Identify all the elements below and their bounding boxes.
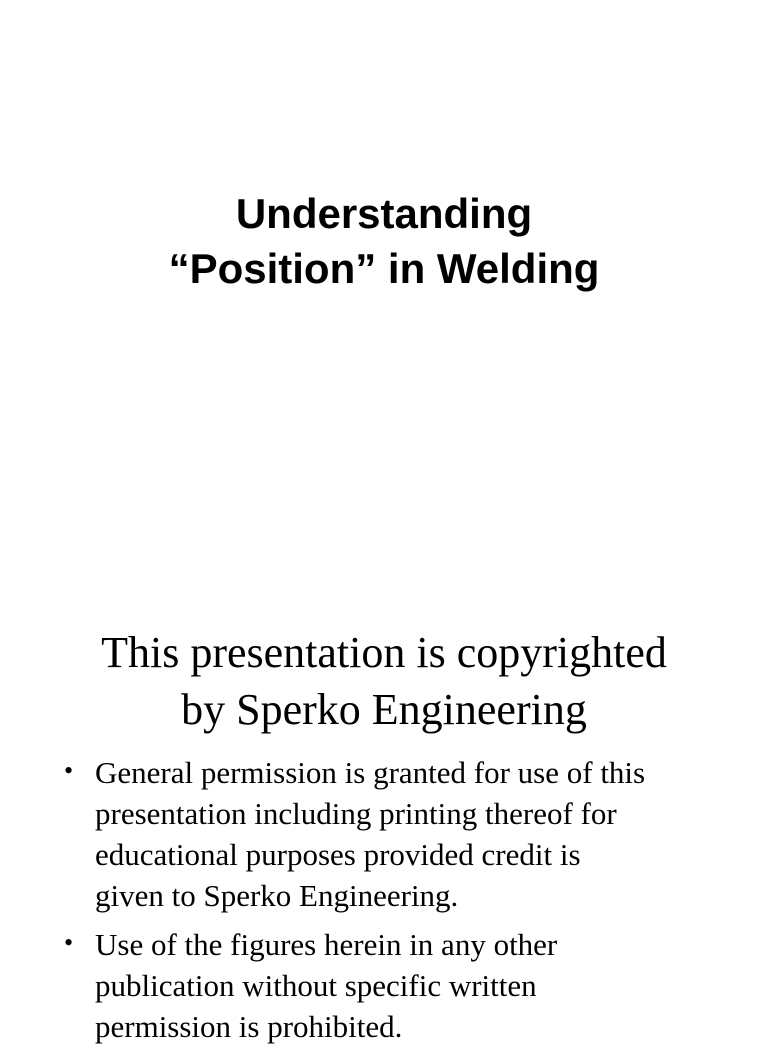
bullet-line: Use of the figures herein in any other bbox=[95, 927, 558, 962]
bullet-text bbox=[95, 752, 728, 916]
bullet-icon: • bbox=[64, 928, 74, 957]
bullet-line: publication without specific written bbox=[95, 968, 537, 1003]
copyright-title bbox=[0, 624, 768, 738]
title-line: Understanding bbox=[235, 190, 533, 237]
bullet-line: presentation including printing thereof for bbox=[95, 796, 617, 831]
bullet-list bbox=[0, 752, 768, 1055]
title-line: by Sperko Engineering bbox=[181, 685, 587, 734]
title-line: “Position” in Welding bbox=[168, 245, 600, 292]
title-line: This presentation is copyrighted bbox=[101, 628, 667, 677]
bullet-line: given to Sperko Engineering. bbox=[95, 878, 459, 913]
bullet-line: General permission is granted for use of this bbox=[95, 755, 646, 790]
bullet-item bbox=[0, 752, 768, 916]
bullet-item bbox=[0, 924, 768, 1047]
bullet-line: educational purposes provided credit is bbox=[95, 837, 581, 872]
bullet-line: permission is prohibited. bbox=[95, 1009, 403, 1044]
bullet-text bbox=[95, 924, 728, 1047]
slide-title bbox=[0, 186, 768, 296]
bullet-icon: • bbox=[64, 756, 74, 785]
copyright-slide bbox=[0, 576, 768, 1044]
